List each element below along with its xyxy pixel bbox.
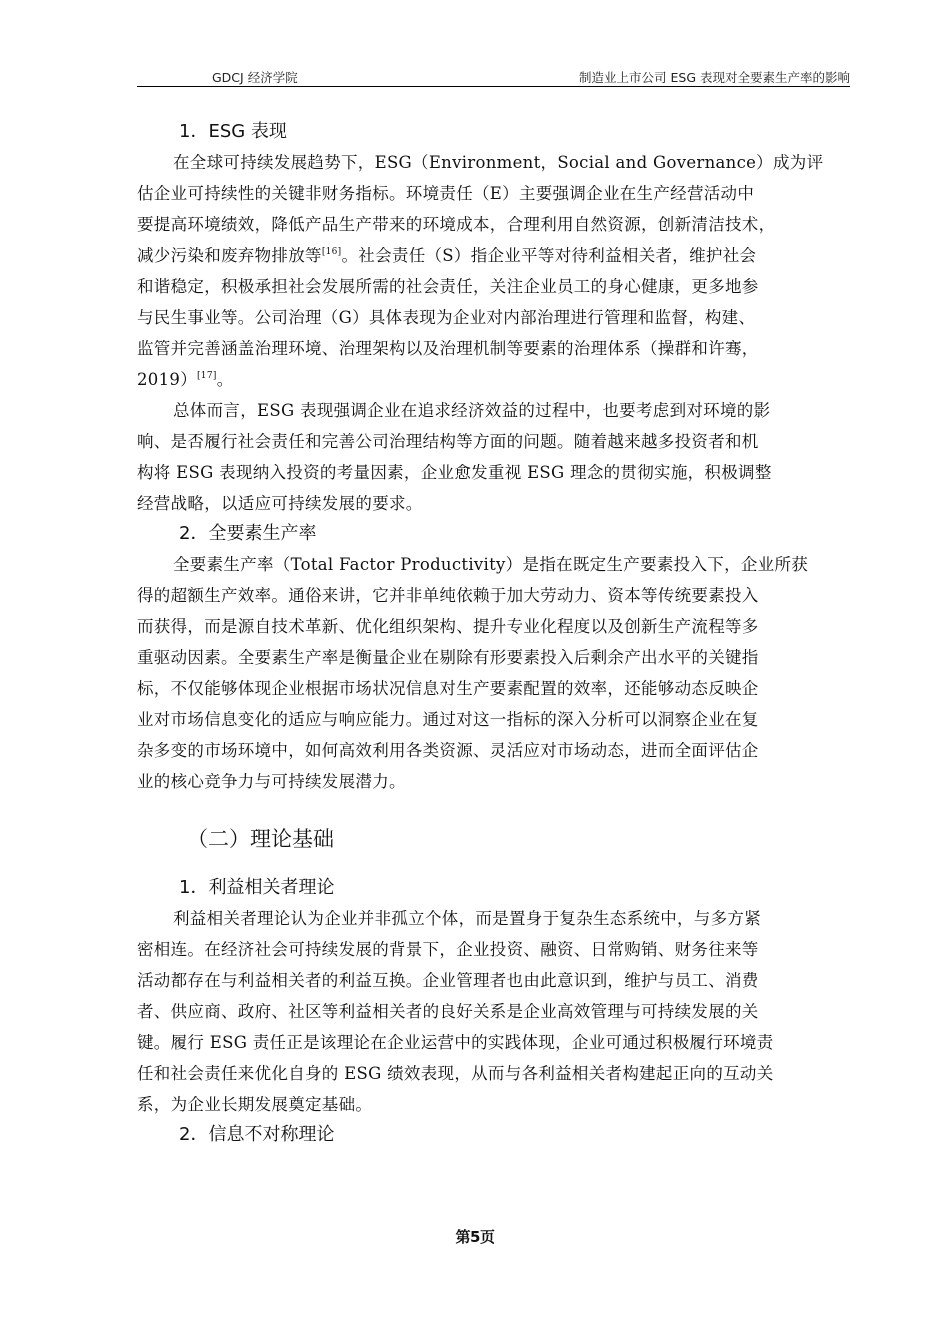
heading-esg: 1．ESG 表现 [179,121,287,142]
text-line: 得的超额生产效率。通俗来讲，它并非单纯依赖于加大劳动力、资本等传统要素投入 [137,586,759,605]
paragraph-tfp [137,549,850,797]
header-divider [137,86,850,87]
text-line: 构将 ESG 表现纳入投资的考量因素，企业愈发重视 ESG 理念的贯彻实施，积极调整 [137,463,772,482]
text-line: 系，为企业长期发展奠定基础。 [137,1095,373,1114]
text-line: 重驱动因素。全要素生产率是衡量企业在剔除有形要素投入后剩余产出水平的关键指 [137,648,759,667]
text-line: 者、供应商、政府、社区等利益相关者的良好关系是企业高效管理与可持续发展的关 [137,1002,759,1021]
text-line: 全要素生产率（Total Factor Productivity）是指在既定生产要素投入下，企业所获 [173,555,809,574]
text-line: 监管并完善涵盖治理环境、治理架构以及治理机制等要素的治理体系（操群和许骞， [137,339,759,358]
text-line: 密相连。在经济社会可持续发展的背景下，企业投资、融资、日常购销、财务往来等 [137,940,759,959]
text-line: 经营战略，以适应可持续发展的要求。 [137,494,423,513]
page-body [137,117,850,1150]
text-line: 与民生事业等。公司治理（G）具体表现为企业对内部治理进行管理和监督，构建、 [137,308,756,327]
text-line [137,364,850,395]
text-line: 任和社会责任来优化自身的 ESG 绩效表现，从而与各利益相关者构建起正向的互动关 [137,1064,774,1083]
text-segment: 。社会责任（S）指企业平等对待利益相关者，维护社会 [341,246,757,265]
text-segment: 减少污染和废弃物排放等 [137,246,322,265]
section-gap [137,797,850,823]
page-number: 第5页 [455,1228,495,1246]
header-school: GDCJ 经济学院 [212,70,298,85]
text-line: 标，不仅能够体现企业根据市场状况信息对生产要素配置的效率，还能够动态反映企 [137,679,759,698]
text-line: 和谐稳定，积极承担社会发展所需的社会责任，关注企业员工的身心健康，更多地参 [137,277,759,296]
text-line: 而获得，而是源自技术革新、优化组织架构、提升专业化程度以及创新生产流程等多 [137,617,759,636]
text-segment: 。 [216,370,234,389]
text-line [137,240,850,271]
paragraph-esg-definition [137,147,850,395]
paragraph-esg-summary [137,395,850,519]
text-line: 活动都存在与利益相关者的利益互换。企业管理者也由此意识到，维护与员工、消费 [137,971,759,990]
header-thesis-title: 制造业上市公司 ESG 表现对全要素生产率的影响 [579,70,850,85]
text-line: 在全球可持续发展趋势下，ESG（Environment，Social and Governance）成为评 [173,153,824,172]
heading-asymmetry: 2．信息不对称理论 [179,1124,335,1145]
text-line: 键。履行 ESG 责任正是该理论在企业运营中的实践体现，企业可通过积极履行环境责 [137,1033,774,1052]
text-line: 业的核心竞争力与可持续发展潜力。 [137,772,406,791]
text-line: 要提高环境绩效，降低产品生产带来的环境成本，合理利用自然资源，创新清洁技术， [137,215,776,234]
page-header [137,64,850,86]
text-segment: 2019） [137,370,197,389]
heading-tfp: 2．全要素生产率 [179,523,317,544]
paragraph-stakeholder [137,903,850,1120]
text-line: 业对市场信息变化的适应与响应能力。通过对这一指标的深入分析可以洞察企业在复 [137,710,759,729]
citation-17: [17] [197,371,217,381]
text-line: 估企业可持续性的关键非财务指标。环境责任（E）主要强调企业在生产经营活动中 [137,184,755,203]
text-line: 利益相关者理论认为企业并非孤立个体，而是置身于复杂生态系统中，与多方紧 [173,909,761,928]
text-line: 总体而言，ESG 表现强调企业在追求经济效益的过程中，也要考虑到对环境的影 [173,401,771,420]
citation-16: [16] [321,247,342,257]
heading-stakeholder: 1．利益相关者理论 [179,877,335,898]
heading-theory: （二）理论基础 [187,827,334,851]
section-gap [137,855,850,873]
text-line: 杂多变的市场环境中，如何高效利用各类资源、灵活应对市场动态，进而全面评估企 [137,741,759,760]
text-line: 响、是否履行社会责任和完善公司治理结构等方面的问题。随着越来越多投资者和机 [137,432,759,451]
